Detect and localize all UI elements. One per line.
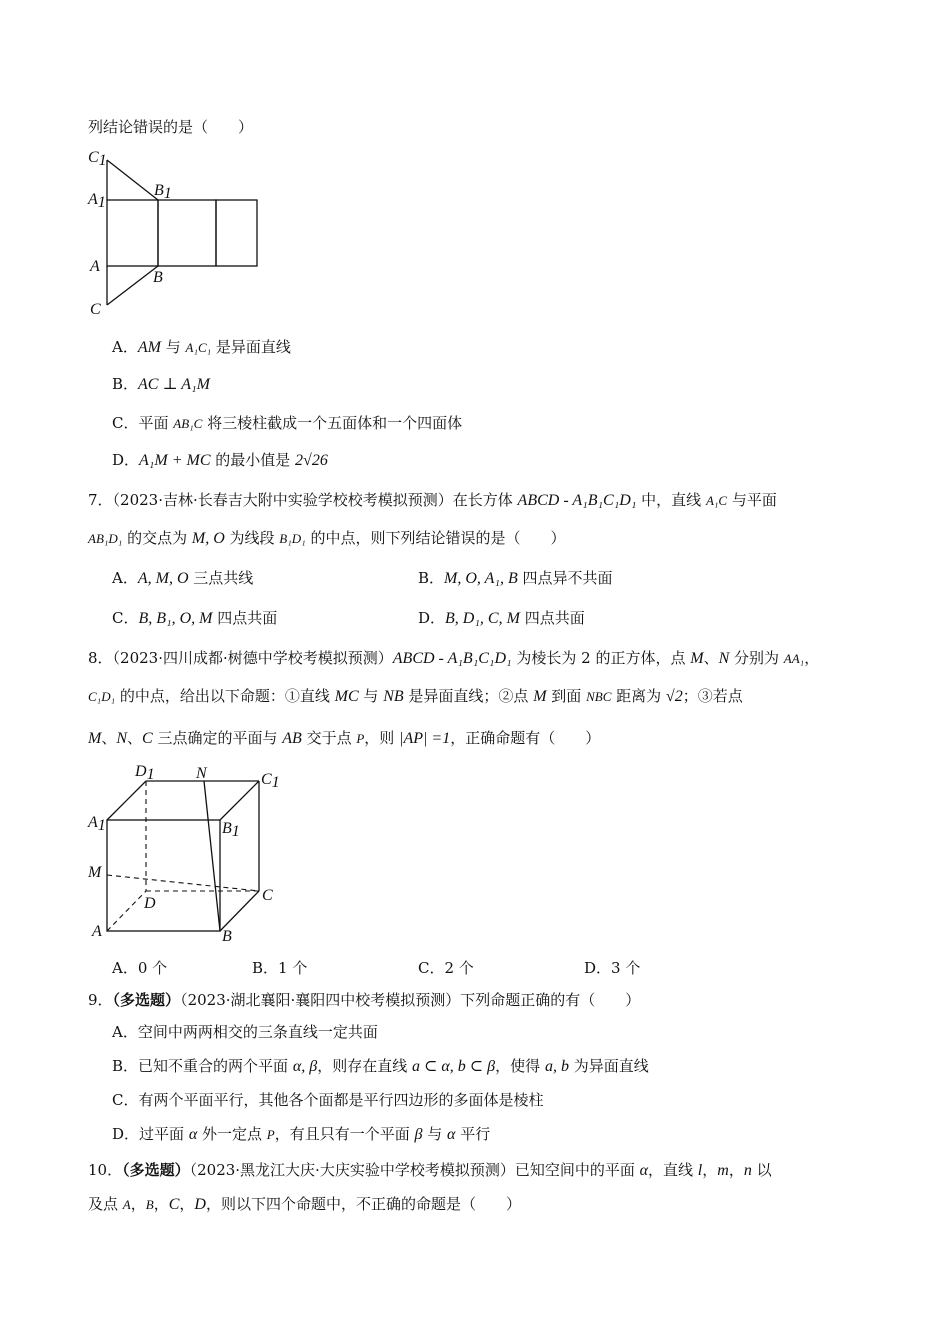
question-source: （2023·湖北襄阳·襄阳四中校考模拟预测） [180,991,461,1009]
hidden-segment-m-c [107,875,259,891]
option-label: B． [112,375,139,393]
option-text: 平面 [138,414,174,432]
option-label: C． [112,414,139,432]
label-b1: B1 [154,182,172,202]
edge-b-c [107,266,158,305]
math: A₁M + MC [139,452,211,469]
question-source: （2023·吉林·长春吉大附中实验学校校考模拟预测） [112,491,453,509]
q9-option-a[interactable]: A．空间中两两相交的三条直线一定共面 [112,1023,378,1041]
q6-option-d[interactable] [112,450,328,471]
q8-stem-line1: 8．（2023·四川成都·树德中学校考模拟预测）ABCD - A₁B₁C₁D₁ 为棱长为 2 的正方体，点 M、N 分别为 AA₁， [88,649,820,667]
q8-option-b[interactable]: B．1 个 [252,959,308,977]
question-number: 9． [88,991,113,1009]
label-a1: A1 [88,191,106,211]
edge-a1-d1 [107,781,146,820]
q10-stem-line2: 及点 A，B，C，D，则以下四个命题中，不正确的命题是（ ） [88,1195,521,1213]
edge-c1-b1 [107,160,158,200]
cube-front-face [107,820,220,931]
q7-option-c[interactable]: C．B, B₁, O, M 四点共面 [112,609,278,627]
rect-left [107,200,158,266]
question-tag: （多选题） [122,1161,190,1179]
option-text: 是异面直线 [211,338,291,356]
q8-stem-line3: M、N、C 三点确定的平面与 AB 交于点 P，则 |AP| =1，正确命题有（ ） [88,729,601,747]
label-b: B [153,269,163,286]
label-c: C [90,301,101,318]
q9-option-d[interactable]: D．过平面 α 外一定点 P，有且只有一个平面 β 与 α 平行 [112,1125,491,1143]
segment-n-b [204,781,220,931]
math: A₁C₁ [185,340,212,355]
rect-mid [158,200,216,266]
q7-option-d[interactable]: D．B, D₁, C, M 四点共面 [418,609,585,627]
q7-option-a[interactable]: A．A, M, O 三点共线 [112,569,254,587]
q8-option-d[interactable]: D．3 个 [584,959,641,977]
question-intro: 列结论错误的是（ ） [88,118,254,136]
q6-option-a[interactable] [112,337,291,358]
label-m: M [88,864,102,881]
option-text: 的最小值是 [210,451,296,469]
edge-b1-c1 [220,781,259,820]
q10-stem-line1: 10．（多选题）（2023·黑龙江大庆·大庆实验中学校考模拟预测）已知空间中的平面 α，直线 l，m，n 以 [88,1161,772,1179]
question-number: 7． [88,491,113,509]
option-label: D． [112,451,140,469]
label-c1: C1 [88,149,107,169]
math: 2√26 [295,452,328,469]
math: AB₁C [173,416,203,431]
q7-stem-line1: 7．（2023·吉林·长春吉大附中实验学校校考模拟预测）在长方体 ABCD - A₁B₁C₁D₁ 中，直线 A₁C 与平面 [88,491,777,509]
question-source: （2023·四川成都·树德中学校考模拟预测） [112,649,393,667]
prism-net-figure [80,140,280,320]
q6-option-b[interactable] [112,374,210,395]
hidden-edge-a-d [107,891,146,931]
q8-option-a[interactable]: A．0 个 [112,959,168,977]
q8-option-c[interactable]: C．2 个 [418,959,474,977]
edge-b-c [220,891,259,931]
math: AM [137,339,161,356]
q6-option-c[interactable] [112,413,462,434]
label-b: B [222,928,232,945]
q9-option-c[interactable]: C．有两个平面平行，其他各个面都是平行四边形的多面体是棱柱 [112,1091,544,1109]
q7-stem-line2: AB₁D₁ 的交点为 M, O 为线段 B₁D₁ 的中点，则下列结论错误的是（ ） [88,529,566,547]
label-a: A [92,923,102,940]
question-source: （2023·黑龙江大庆·大庆实验中学校考模拟预测） [189,1161,515,1179]
option-label: A． [112,338,138,356]
math: AC ⊥ A₁M [138,376,210,393]
label-b1: B1 [222,820,240,840]
rect-right [216,200,257,266]
label-d1: D1 [135,763,155,783]
option-text: 将三棱柱截成一个五面体和一个四面体 [202,414,463,432]
question-tag: （多选题） [112,991,181,1009]
label-a: A [90,258,100,275]
label-c: C [262,887,273,904]
question-number: 8． [88,649,113,667]
cube-figure [80,758,300,948]
label-n: N [196,765,207,782]
q8-stem-line2: C₁D₁ 的中点，给出以下命题：①直线 MC 与 NB 是异面直线；②点 M 到面 NBC 距离为 √2；③若点 [88,687,743,705]
option-text: 与 [160,338,186,356]
label-a1: A1 [88,814,106,834]
label-d: D [144,895,156,912]
q9-option-b[interactable]: B．已知不重合的两个平面 α, β，则存在直线 a ⊂ α, b ⊂ β，使得 a, b 为异面直线 [112,1057,649,1075]
q7-option-b[interactable]: B．M, O, A₁, B 四点异不共面 [418,569,613,587]
question-number: 10． [88,1161,123,1179]
q9-stem: 9．（多选题）（2023·湖北襄阳·襄阳四中校考模拟预测）下列命题正确的有（ ） [88,991,641,1009]
label-c1: C1 [261,771,280,791]
